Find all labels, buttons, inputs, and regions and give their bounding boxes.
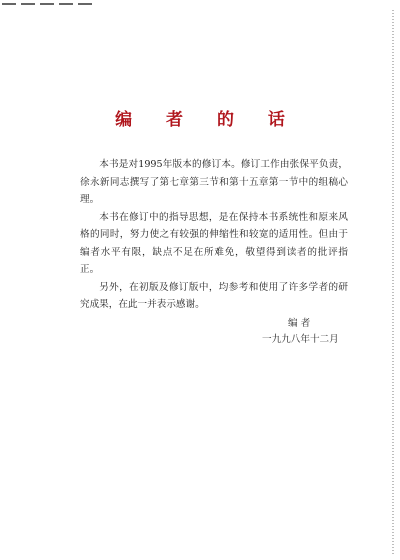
scan-mark (59, 3, 73, 5)
preface-body (80, 156, 348, 314)
scan-mark (78, 3, 92, 5)
signature-date: 一九九八年十二月 (262, 334, 339, 345)
scan-mark (40, 3, 54, 5)
scan-edge-marks (0, 0, 102, 8)
signature-author: 编 者 (288, 318, 311, 329)
scan-mark (21, 3, 35, 5)
page-title: 编 者 的 话 (115, 110, 299, 130)
scan-edge-line (392, 10, 394, 555)
paragraph-3: 另外，在初版及修订版中，均参考和使用了许多学者的研究成果，在此一并表示感谢。 (80, 281, 348, 310)
paragraph-1: 本书是对1995年版本的修订本。修订工作由张保平负责，徐永新同志撰写了第七章第三节和第十五章第一节中的组稿心理。 (80, 159, 348, 205)
scan-mark (2, 3, 16, 5)
paragraph-2: 本书在修订中的指导思想，是在保持本书系统性和原来风格的同时，努力使之有较强的伸缩性和较宽的适用性。但由于编者水平有限，缺点不足在所难免，敬望得到读者的批评指正。 (80, 211, 348, 275)
signature-block (262, 316, 362, 348)
